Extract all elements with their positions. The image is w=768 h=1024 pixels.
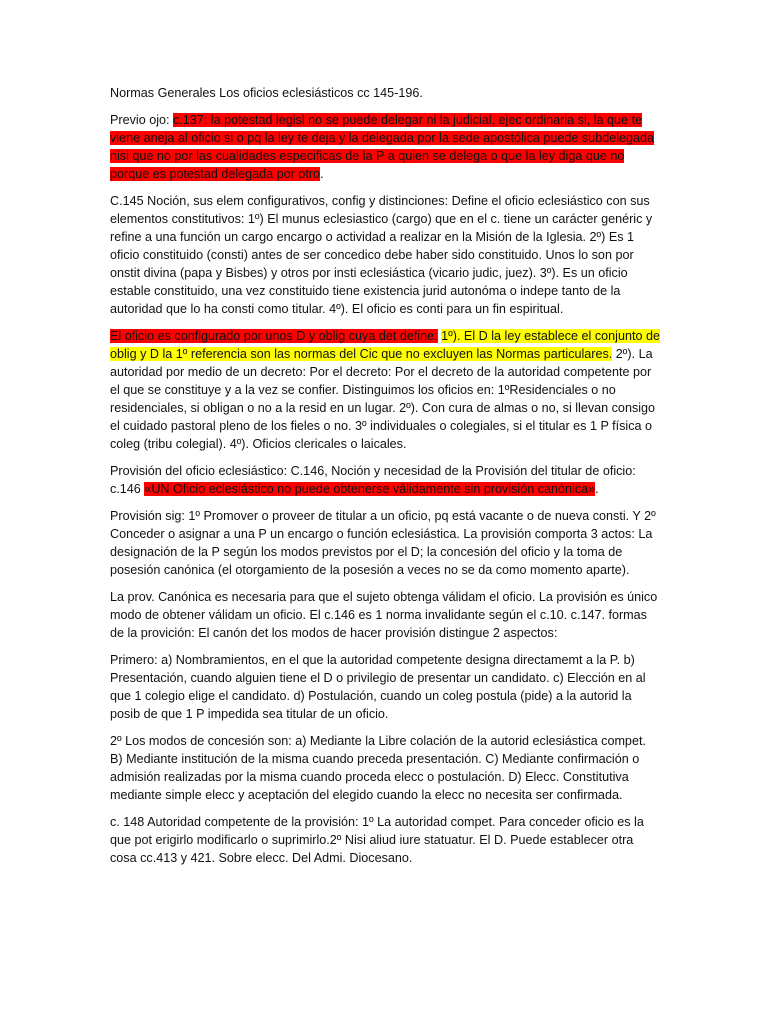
document-title: Normas Generales Los oficios eclesiásticos cc 145-196. — [110, 86, 423, 100]
paragraph-provision-c146 — [110, 462, 660, 498]
paragraph-modos-concesion: 2º Los modos de concesión son: a) Mediante la Libre colación de la autorid eclesiástica compet. B) Mediante institución de la misma cuando preceda presentación. C) Mediante confirmación o admisión realizadas por la misma cuando proceda elecc o postulación. D) Elecc. Constitutiva mediante simple elecc y aceptación del elegido cuando la elecc no necesita ser confirmada. — [110, 734, 646, 802]
red-highlight-oficio: El oficio es configurado por unos D y oblig cuya det define: — [110, 329, 438, 343]
paragraph-prefix: Previo ojo: — [110, 113, 173, 127]
paragraph-rest: 2º). La autoridad por medio de un decreto: Por el decreto: Por el decreto de la autoridad competente por el que se constituye y a la vez se confier. Distinguimos los oficios en: 1ºResidenciales o no residenciales, si obligan o no a la resid en un lugar. 2º). Con cura de almas o no, si llevan consigo el cuidado pastoral pleno de los fieles o no. 3º individuales o colegiales, si el titular es 1 P física o coleg (tribu colegial). 4º). Oficios clericales o laicales. — [110, 347, 656, 451]
red-highlight-c137: c.137: la potestad legisl no se puede delegar ni la judicial, ejec ordinaria si, la que te viene aneja al oficio si o pq la ley te deja y la delegada por la sede apostólica puede subdelegada nisi que no por las cualidades especificas de la P a quien se delega o que la ley diga que no porque es potestad delegada por otro — [110, 113, 655, 181]
paragraph-c145: C.145 Noción, sus elem configurativos, config y distinciones: Define el oficio eclesiástico con sus elementos constitutivos: 1º) El munus eclesiastico (cargo) que en el c. tiene un carácter genéric y refine a una función un cargo encargo o actividad a realizar en la Misión de la Iglesia. 2º) Es 1 oficio constituido (consti) antes de ser concedico debe haber sido constituido. Unos lo son por onstit divina (papa y Bisbes) y otros por insti eclesiástica (vicario judic, juez). 3º). Es un oficio estable constituido, una vez constituido tiene existencia jurid autonóma o indepe tanto de la autoridad que lo ha consti como titular. 4º). El oficio es conti para un fin espiritual. — [110, 194, 653, 316]
red-highlight-c146-quote: «UN Oficio eclesiástico no puede obtenerse válidamente sin provisión canónica» — [144, 482, 596, 496]
paragraph-primero: Primero: a) Nombramientos, en el que la autoridad competente designa directamemt a la P. b) Presentación, cuando alguien tiene el D o privilegio de presentar un candidato. c) Elección en al que 1 colegio elige el candidato. d) Postulación, cuando un coleg postula (pide) a la autorid la posib de que 1 P impedida sea titular de un oficio. — [110, 653, 646, 721]
paragraph-previo-ojo — [110, 111, 660, 183]
paragraph-suffix: . — [595, 482, 599, 496]
paragraph-oficio-configurado — [110, 327, 660, 453]
paragraph-prefix: Provisión del oficio eclesiástico: C.146, Noción y necesidad de la Provisión del titular de oficio: c.146 — [110, 464, 636, 496]
paragraph-prov-canonica: La prov. Canónica es necesaria para que el sujeto obtenga válidam el oficio. La provisión es único modo de obtener válidam un oficio. El c.146 es 1 norma invalidante según el c.10. c.147. formas de la provición: El canón det los modos de hacer provisión distingue 2 aspectos: — [110, 590, 658, 640]
document-page — [110, 84, 660, 876]
paragraph-provision-sig: Provisión sig: 1º Promover o proveer de titular a un oficio, pq está vacante o de nueva consti. Y 2º Conceder o asignar a una P un encargo o función eclesiástica. La provisión comporta 3 actos: La designación de la P según los modos previstos por el D; la concesión del oficio y la toma de posesión canónica (el otorgamiento de la posesión a veces no se da como momento aparte). — [110, 509, 656, 577]
paragraph-suffix: . — [320, 167, 324, 181]
paragraph-c148: c. 148 Autoridad competente de la provisión: 1º La autoridad compet. Para conceder oficio es la que pot erigirlo modificarlo o suprimirlo.2º Nisi aliud iure statuatur. El D. Puede establecer otra cosa cc.413 y 421. Sobre elecc. Del Admi. Diocesano. — [110, 815, 644, 865]
yellow-highlight-normas: 1º). El D la ley establece el conjunto de oblig y D la 1º referencia son las normas del Cic que no excluyen las Normas particulares. — [110, 329, 660, 361]
